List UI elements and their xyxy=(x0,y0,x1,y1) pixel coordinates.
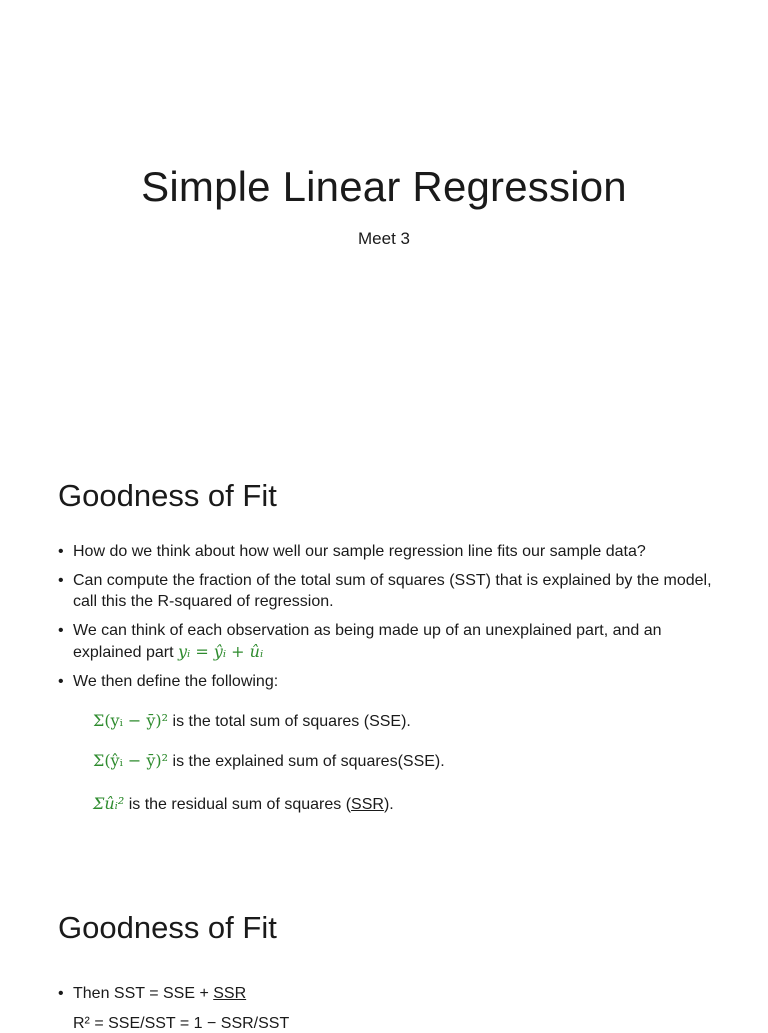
slide-heading: Goodness of Fit xyxy=(58,478,277,513)
bullet-list xyxy=(58,541,728,700)
inline-equation: yᵢ = ŷᵢ + ûᵢ xyxy=(177,642,264,661)
bullet-item: • Can compute the fraction of the total sum of squares (SST) that is explained by the model, call this the R-squared of regression. xyxy=(58,570,728,612)
bullet-item: • How do we think about how well our sample regression line fits our sample data? xyxy=(58,541,728,562)
definition-sse xyxy=(93,751,445,771)
definition-sst xyxy=(93,711,411,731)
definition-text: is the total sum of squares (SSE). xyxy=(172,713,411,730)
underlined-abbrev: SSR xyxy=(351,796,384,813)
title-slide xyxy=(0,0,768,430)
bullet-item: • We can think of each observation as being made up of an unexplained part, and an explained part yᵢ = ŷᵢ + ûᵢ xyxy=(58,620,728,663)
r-squared-line: R² = SSE/SST = 1 − SSR/SST xyxy=(73,1015,290,1032)
bullet-list xyxy=(58,983,728,1012)
presentation-subtitle: Meet 3 xyxy=(358,229,410,248)
presentation-title: Simple Linear Regression xyxy=(141,163,627,210)
slide-heading: Goodness of Fit xyxy=(58,910,277,945)
underlined-abbrev: SSR xyxy=(213,985,247,1002)
definition-ssr: Σûᵢ² is the residual sum of squares (SSR). xyxy=(93,794,394,813)
formula: Σ(yᵢ − ȳ)² xyxy=(93,711,169,730)
bullet-item: • We then define the following: xyxy=(58,671,728,692)
formula: Σ(ŷᵢ − ȳ)² xyxy=(93,751,169,770)
definition-text: is the explained sum of squares(SSE). xyxy=(172,753,445,770)
formula: Σûᵢ² xyxy=(93,794,125,813)
bullet-item: • Then SST = SSE + SSR xyxy=(58,983,728,1004)
definition-text: is the residual sum of squares ( xyxy=(128,796,352,813)
